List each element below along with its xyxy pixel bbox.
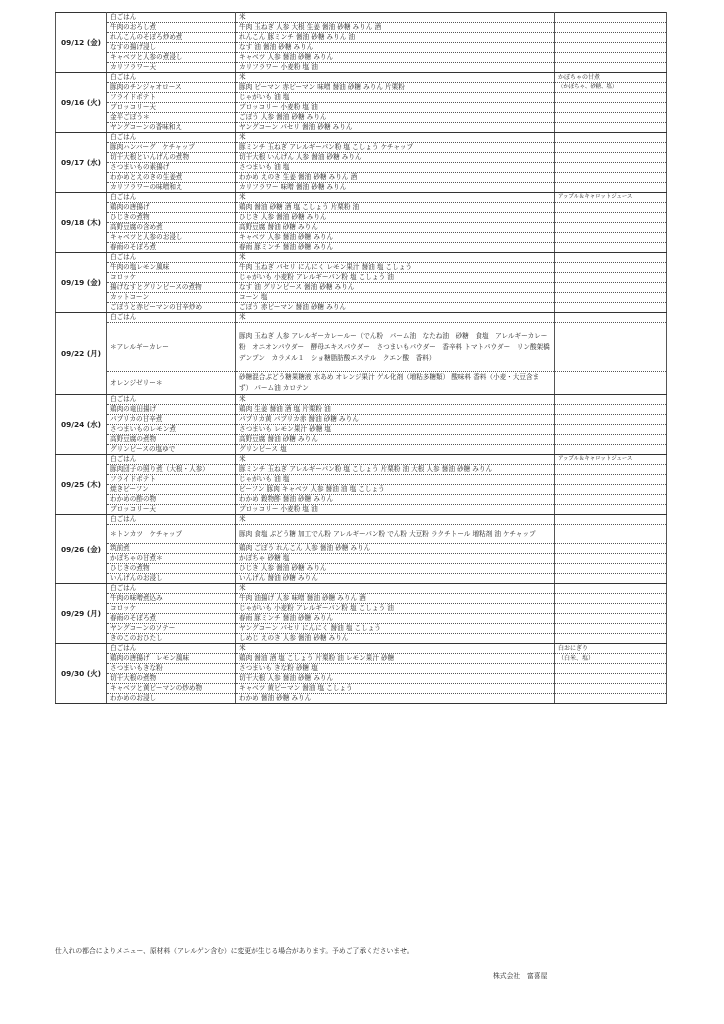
dish-note <box>555 405 667 415</box>
menu-row <box>56 263 667 273</box>
company-name: 株式会社 富喜屋 <box>493 972 548 980</box>
dish-note <box>555 664 667 674</box>
dish-ingredients: さつまいも レモン果汁 砂糖 塩 <box>236 425 555 435</box>
dish-ingredients: じゃがいも 油 塩 <box>236 475 555 485</box>
dish-note <box>555 505 667 515</box>
dish-note <box>555 233 667 243</box>
dish-name: 豚肉のチンジャオロース <box>107 83 236 93</box>
dish-note <box>555 313 667 323</box>
dish-name: 白ごはん <box>107 133 236 143</box>
dish-ingredients: じゃがいも 小麦粉 アレルギーパン粉 塩 こしょう 油 <box>236 604 555 614</box>
dish-name: 春雨のそぼろ煮 <box>107 243 236 253</box>
dish-ingredients: パプリカ黄 パプリカ赤 醤油 砂糖 みりん <box>236 415 555 425</box>
dish-ingredients: 米 <box>236 313 555 323</box>
dish-ingredients: 米 <box>236 584 555 594</box>
dish-name: キャベツと人参のお浸し <box>107 233 236 243</box>
dish-note <box>555 263 667 273</box>
dish-note <box>555 624 667 634</box>
dish-note <box>555 203 667 213</box>
menu-row <box>56 13 667 23</box>
dish-ingredients: 米 <box>236 73 555 83</box>
dish-name: 筑前煮 <box>107 544 236 554</box>
dish-name: 鶏肉の竜田揚げ <box>107 405 236 415</box>
dish-name: 白ごはん <box>107 73 236 83</box>
dish-ingredients: 高野豆腐 醤油 砂糖 みりん <box>236 223 555 233</box>
dish-note <box>555 303 667 313</box>
dish-note <box>555 293 667 303</box>
menu-row <box>56 33 667 43</box>
dish-note <box>555 445 667 455</box>
dish-name: フライドポテト <box>107 93 236 103</box>
dish-ingredients: 牛肉 玉ねぎ パセリ にんにく レモン果汁 醤油 塩 こしょう <box>236 263 555 273</box>
dish-note: アップル＆キャロットジュース <box>555 455 667 465</box>
menu-row <box>56 644 667 654</box>
dish-ingredients: 高野豆腐 醤油 砂糖 みりん <box>236 435 555 445</box>
dish-ingredients: ヤングコーン パセリ 醤油 砂糖 みりん <box>236 123 555 133</box>
dish-ingredients: ごぼう 赤ピーマン 醤油 砂糖 みりん <box>236 303 555 313</box>
menu-row <box>56 495 667 505</box>
dish-name: 金平ごぼう＊ <box>107 113 236 123</box>
dish-ingredients: 切干大根 人参 醤油 砂糖 みりん <box>236 674 555 684</box>
dish-note <box>555 584 667 594</box>
dish-ingredients: 米 <box>236 455 555 465</box>
dish-note <box>555 544 667 554</box>
dish-note <box>555 183 667 193</box>
menu-row <box>56 93 667 103</box>
dish-ingredients: れんこん 豚ミンチ 醤油 砂糖 みりん 油 <box>236 33 555 43</box>
dish-name: 切干大根の煮物 <box>107 674 236 684</box>
menu-row <box>56 203 667 213</box>
day-date: 09/22 (月) <box>56 313 107 395</box>
dish-name: 高野豆腐の煮物 <box>107 435 236 445</box>
dish-note <box>555 415 667 425</box>
menu-row <box>56 153 667 163</box>
dish-name: 豚肉ハンバーグ ケチャップ <box>107 143 236 153</box>
day-date: 09/25 (木) <box>56 455 107 515</box>
menu-row <box>56 684 667 694</box>
menu-row <box>56 372 667 395</box>
dish-ingredients: 切干大根 いんげん 人参 醤油 砂糖 みりん <box>236 153 555 163</box>
dish-name: わかめの酢の物 <box>107 495 236 505</box>
dish-note <box>555 372 667 395</box>
dish-name: ブロッコリー天 <box>107 505 236 515</box>
menu-row <box>56 624 667 634</box>
dish-name: れんこんのそぼろ炒め煮 <box>107 33 236 43</box>
dish-note: アップル＆キャロットジュース <box>555 193 667 203</box>
dish-note <box>555 53 667 63</box>
dish-ingredients: ヤングコーン パセリ にんにく 醤油 塩 こしょう <box>236 624 555 634</box>
menu-row <box>56 574 667 584</box>
day-date: 09/29 (月) <box>56 584 107 644</box>
menu-row <box>56 193 667 203</box>
dish-name: カットコーン <box>107 293 236 303</box>
dish-note <box>555 323 667 372</box>
menu-row <box>56 564 667 574</box>
menu-row <box>56 53 667 63</box>
dish-note <box>555 634 667 644</box>
menu-row <box>56 694 667 704</box>
dish-name: 鶏肉の唐揚げ レモン風味 <box>107 654 236 664</box>
dish-name: 白ごはん <box>107 13 236 23</box>
dish-name: さつまいものレモン煮 <box>107 425 236 435</box>
menu-row <box>56 163 667 173</box>
dish-name: ヤングコーンの香味和え <box>107 123 236 133</box>
dish-ingredients: 米 <box>236 395 555 405</box>
dish-ingredients: 米 <box>236 253 555 263</box>
dish-note <box>555 594 667 604</box>
menu-row <box>56 425 667 435</box>
dish-ingredients: 鶏肉 生姜 醤油 酒 塩 片栗粉 油 <box>236 405 555 415</box>
day-date: 09/19 (金) <box>56 253 107 313</box>
dish-name: 切干大根といんげんの煮物 <box>107 153 236 163</box>
dish-name: ごぼうと赤ピーマンの甘辛炒め <box>107 303 236 313</box>
dish-note <box>555 173 667 183</box>
menu-row <box>56 614 667 624</box>
dish-name: カリフラワーの味噌和え <box>107 183 236 193</box>
dish-name: さつまいもの素揚げ <box>107 163 236 173</box>
menu-row <box>56 63 667 73</box>
menu-row <box>56 505 667 515</box>
dish-name: ブロッコリー天 <box>107 103 236 113</box>
dish-note <box>555 273 667 283</box>
menu-row <box>56 283 667 293</box>
dish-name: 白ごはん <box>107 253 236 263</box>
menu-row <box>56 594 667 604</box>
dish-ingredients: しめじ えのき 人参 醤油 砂糖 みりん <box>236 634 555 644</box>
dish-name: 白ごはん <box>107 584 236 594</box>
dish-name: カリフラワー天 <box>107 63 236 73</box>
menu-row <box>56 584 667 594</box>
dish-ingredients: ブロッコリー 小麦粉 塩 油 <box>236 103 555 113</box>
menu-row <box>56 243 667 253</box>
dish-name: 白ごはん <box>107 515 236 525</box>
dish-name: 牛肉のおろし煮 <box>107 23 236 33</box>
dish-name: 高野豆腐の含め煮 <box>107 223 236 233</box>
dish-ingredients: 米 <box>236 515 555 525</box>
dish-name: わかめとえのきの生姜煮 <box>107 173 236 183</box>
menu-row <box>56 395 667 405</box>
dish-note <box>555 684 667 694</box>
dish-note <box>555 103 667 113</box>
dish-note <box>555 33 667 43</box>
menu-row <box>56 664 667 674</box>
day-date: 09/17 (水) <box>56 133 107 193</box>
dish-name: 白ごはん <box>107 193 236 203</box>
dish-ingredients: さつまいも 油 塩 <box>236 163 555 173</box>
dish-name: 白ごはん <box>107 644 236 654</box>
dish-name: 白ごはん <box>107 395 236 405</box>
day-date: 09/26 (金) <box>56 515 107 584</box>
day-date: 09/16 (火) <box>56 73 107 133</box>
dish-ingredients: わかめ えのき 生姜 醤油 砂糖 みりん 酒 <box>236 173 555 183</box>
dish-name: 牛肉の塩レモン風味 <box>107 263 236 273</box>
menu-row <box>56 303 667 313</box>
menu-row <box>56 313 667 323</box>
dish-name: かぼちゃの甘煮＊ <box>107 554 236 564</box>
dish-note <box>555 223 667 233</box>
day-date: 09/30 (火) <box>56 644 107 704</box>
dish-name: グリンピースの塩ゆで <box>107 445 236 455</box>
dish-note <box>555 564 667 574</box>
dish-name: 白ごはん <box>107 455 236 465</box>
menu-row <box>56 103 667 113</box>
dish-note <box>555 674 667 684</box>
dish-name: いんげんのお浸し <box>107 574 236 584</box>
dish-ingredients: 春雨 豚ミンチ 醤油 砂糖 みりん <box>236 614 555 624</box>
dish-name: 焼きビーフン <box>107 485 236 495</box>
menu-row <box>56 475 667 485</box>
dish-note <box>555 253 667 263</box>
dish-ingredients: 砂糖混合ぶどう糖果糖液 水あめ オレンジ果汁 ゲル化剤（増粘多糖類） 酸味料 香料（小麦・大豆含まず） パーム油 カロテン <box>236 372 555 395</box>
dish-note <box>555 485 667 495</box>
dish-note <box>555 525 667 544</box>
dish-ingredients: ブロッコリー 小麦粉 塩 油 <box>236 505 555 515</box>
dish-ingredients: ビーフン 豚肉 キャベツ 人参 醤油 油 塩 こしょう <box>236 485 555 495</box>
dish-note <box>555 515 667 525</box>
dish-note: （かぼちゃ、砂糖、塩） <box>555 83 667 93</box>
day-date: 09/18 (木) <box>56 193 107 253</box>
dish-ingredients: コーン 塩 <box>236 293 555 303</box>
dish-ingredients: カリフラワー 味噌 醤油 砂糖 みりん <box>236 183 555 193</box>
dish-ingredients: キャベツ 人参 醤油 砂糖 みりん <box>236 53 555 63</box>
dish-note <box>555 243 667 253</box>
dish-name: 揚げなすとグリンピースの煮物 <box>107 283 236 293</box>
dish-note <box>555 435 667 445</box>
menu-row <box>56 233 667 243</box>
dish-name: きのこのおひたし <box>107 634 236 644</box>
dish-ingredients: ごぼう 人参 醤油 砂糖 みりん <box>236 113 555 123</box>
menu-row <box>56 173 667 183</box>
dish-ingredients: いんげん 醤油 砂糖 みりん <box>236 574 555 584</box>
dish-ingredients: 鶏肉 ごぼう れんこん 人参 醤油 砂糖 みりん <box>236 544 555 554</box>
dish-note <box>555 113 667 123</box>
dish-note <box>555 143 667 153</box>
dish-note: （白米、塩） <box>555 654 667 664</box>
dish-ingredients: 豚ミンチ 玉ねぎ アレルギーパン粉 塩 こしょう 片栗粉 油 大根 人参 醤油 砂糖 みりん <box>236 465 555 475</box>
dish-name: フライドポテト <box>107 475 236 485</box>
dish-name: 白ごはん <box>107 313 236 323</box>
dish-name: 春雨のそぼろ煮 <box>107 614 236 624</box>
menu-row <box>56 133 667 143</box>
menu-row <box>56 213 667 223</box>
menu-row <box>56 113 667 123</box>
menu-row <box>56 674 667 684</box>
dish-note <box>555 614 667 624</box>
dish-note <box>555 133 667 143</box>
dish-note: 白おにぎり <box>555 644 667 654</box>
dish-note <box>555 574 667 584</box>
dish-note <box>555 63 667 73</box>
dish-name: さつまいもきな粉 <box>107 664 236 674</box>
menu-row <box>56 183 667 193</box>
menu-row <box>56 485 667 495</box>
dish-ingredients: 米 <box>236 13 555 23</box>
footer-note: 仕入れの都合によりメニュー、原材料（アレルゲン含む）に変更が生じる場合があります。予めご了承くださいませ。 <box>55 947 414 955</box>
menu-table <box>55 12 667 704</box>
dish-note <box>555 213 667 223</box>
dish-name: キャベツと黄ピーマンの炒め物 <box>107 684 236 694</box>
dish-ingredients: 豚肉 ピーマン 赤ピーマン 味噌 醤油 砂糖 みりん 片栗粉 <box>236 83 555 93</box>
menu-row <box>56 654 667 664</box>
dish-ingredients: 米 <box>236 644 555 654</box>
dish-ingredients: ひじき 人参 醤油 砂糖 みりん <box>236 213 555 223</box>
dish-ingredients: グリンピース 塩 <box>236 445 555 455</box>
dish-note <box>555 694 667 704</box>
dish-ingredients: なす 油 グリンピース 醤油 砂糖 みりん <box>236 283 555 293</box>
dish-name: ヤングコーンのソテー <box>107 624 236 634</box>
menu-row <box>56 223 667 233</box>
menu-row <box>56 73 667 83</box>
menu-row <box>56 143 667 153</box>
dish-name: 鶏肉の唐揚げ <box>107 203 236 213</box>
menu-row <box>56 455 667 465</box>
menu-row <box>56 23 667 33</box>
dish-name: なすの揚げ浸し <box>107 43 236 53</box>
dish-note <box>555 23 667 33</box>
dish-name: ひじきの煮物 <box>107 213 236 223</box>
dish-name: コロッケ <box>107 604 236 614</box>
dish-ingredients: わかめ 醤油 砂糖 みりん <box>236 694 555 704</box>
dish-note: かぼちゃの甘煮 <box>555 73 667 83</box>
menu-row <box>56 465 667 475</box>
menu-row <box>56 83 667 93</box>
dish-ingredients: 豚ミンチ 玉ねぎ アレルギーパン粉 塩 こしょう ケチャップ <box>236 143 555 153</box>
dish-name: パプリカの甘辛煮 <box>107 415 236 425</box>
menu-row <box>56 43 667 53</box>
menu-row <box>56 554 667 564</box>
dish-name: 牛肉の味噌煮込み <box>107 594 236 604</box>
dish-ingredients: 豚肉 食塩 ぶどう糖 加工でん粉 アレルギーパン粉 でん粉 大豆粉 ラクチトール 増粘剤 油 ケチャップ <box>236 525 555 544</box>
dish-note <box>555 123 667 133</box>
dish-ingredients: かぼちゃ 砂糖 塩 <box>236 554 555 564</box>
dish-note <box>555 395 667 405</box>
dish-ingredients: カリフラワー 小麦粉 塩 油 <box>236 63 555 73</box>
dish-ingredients: キャベツ 人参 醤油 砂糖 みりん <box>236 233 555 243</box>
dish-ingredients: 牛肉 油揚げ 人参 味噌 醤油 砂糖 みりん 酒 <box>236 594 555 604</box>
dish-note <box>555 153 667 163</box>
dish-name: コロッケ <box>107 273 236 283</box>
dish-note <box>555 604 667 614</box>
menu-row <box>56 123 667 133</box>
menu-row <box>56 515 667 525</box>
dish-ingredients: キャベツ 黄ピーマン 醤油 塩 こしょう <box>236 684 555 694</box>
dish-note <box>555 425 667 435</box>
menu-row <box>56 445 667 455</box>
dish-name: ＊アレルギーカレー <box>107 323 236 372</box>
dish-ingredients: 米 <box>236 193 555 203</box>
dish-name: オレンジゼリー＊ <box>107 372 236 395</box>
day-date: 09/24 (水) <box>56 395 107 455</box>
menu-row <box>56 293 667 303</box>
dish-ingredients: ひじき 人参 醤油 砂糖 みりん <box>236 564 555 574</box>
dish-note <box>555 13 667 23</box>
dish-ingredients: 米 <box>236 133 555 143</box>
menu-row <box>56 405 667 415</box>
dish-ingredients: 鶏肉 醤油 酒 塩 こしょう 片栗粉 油 レモン果汁 砂糖 <box>236 654 555 664</box>
dish-name: わかめのお浸し <box>107 694 236 704</box>
dish-note <box>555 283 667 293</box>
dish-note <box>555 475 667 485</box>
dish-ingredients: 牛肉 玉ねぎ 人参 大根 生姜 醤油 砂糖 みりん 酒 <box>236 23 555 33</box>
dish-ingredients: じゃがいも 油 塩 <box>236 93 555 103</box>
dish-ingredients: 豚肉 玉ねぎ 人参 アレルギーカレールー（でん粉 パーム油 なたね油 砂糖 食塩 アレルギーカレー粉 オニオンパウダー 酵母エキスパウダー さつまいもパウダー 香辛料 トマトパウダー リン酸架橋デンプン カラメル１ ショ糖脂肪酸エステル クエン酸 香料） <box>236 323 555 372</box>
menu-row <box>56 253 667 263</box>
dish-ingredients: 鶏肉 醤油 砂糖 酒 塩 こしょう 片栗粉 油 <box>236 203 555 213</box>
menu-row <box>56 634 667 644</box>
menu-row <box>56 604 667 614</box>
dish-note <box>555 163 667 173</box>
dish-name: 豚肉団子の照り煮（大根・人参） <box>107 465 236 475</box>
menu-row <box>56 435 667 445</box>
dish-note <box>555 495 667 505</box>
dish-note <box>555 554 667 564</box>
dish-name: ＊トンカツ ケチャップ <box>107 525 236 544</box>
menu-row <box>56 544 667 554</box>
dish-note <box>555 43 667 53</box>
dish-ingredients: わかめ 穀物酢 醤油 砂糖 みりん <box>236 495 555 505</box>
dish-ingredients: 春雨 豚ミンチ 醤油 砂糖 みりん <box>236 243 555 253</box>
dish-ingredients: なす 油 醤油 砂糖 みりん <box>236 43 555 53</box>
dish-name: キャベツと人参の煮浸し <box>107 53 236 63</box>
menu-row <box>56 323 667 372</box>
menu-row <box>56 273 667 283</box>
day-date: 09/12 (金) <box>56 13 107 73</box>
menu-row <box>56 525 667 544</box>
dish-note <box>555 93 667 103</box>
dish-ingredients: さつまいも きな粉 砂糖 塩 <box>236 664 555 674</box>
menu-row <box>56 415 667 425</box>
dish-name: ひじきの煮物 <box>107 564 236 574</box>
dish-note <box>555 465 667 475</box>
dish-ingredients: じゃがいも 小麦粉 アレルギーパン粉 塩 こしょう 油 <box>236 273 555 283</box>
